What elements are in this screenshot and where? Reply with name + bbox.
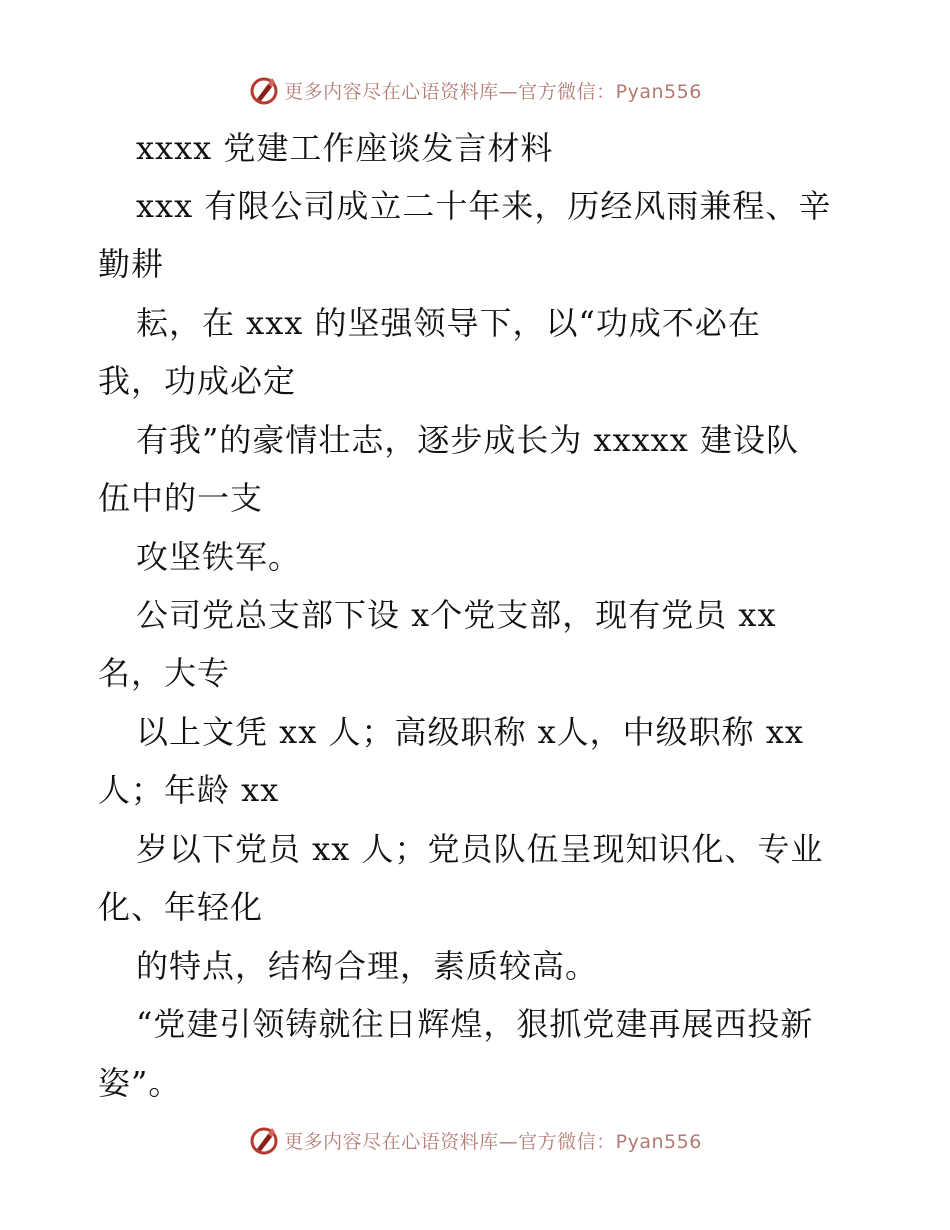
paragraph-line: 勤耕 [98, 245, 165, 283]
paragraph-line: xxx 有限公司成立二十年来，历经风雨兼程、辛 [136, 187, 832, 225]
document-title: xxxx 党建工作座谈发言材料 [136, 129, 554, 167]
paragraph-line: 名，大专 [98, 654, 231, 692]
paragraph-line: 化、年轻化 [98, 888, 264, 926]
paragraph-line: 姿”。 [98, 1064, 182, 1102]
header-banner [0, 70, 950, 110]
paragraph-line: 有我”的豪情壮志，逐步成长为 xxxxx 建设队 [136, 421, 799, 459]
header-banner-text: 更多内容尽在心语资料库—官方微信：Pyan556 [284, 80, 702, 103]
pen-circle-logo-icon [248, 1124, 280, 1156]
paragraph-line: 的特点，结构合理，素质较高。 [136, 947, 599, 985]
paragraph-line: 攻坚铁军。 [136, 538, 302, 576]
pen-circle-logo-icon [248, 74, 280, 106]
paragraph-line: 岁以下党员 xx 人；党员队伍呈现知识化、专业 [136, 830, 824, 868]
paragraph-line: 公司党总支部下设 x个党支部，现有党员 xx [136, 596, 777, 634]
footer-banner-text: 更多内容尽在心语资料库—官方微信：Pyan556 [284, 1130, 702, 1153]
paragraph-line: 我，功成必定 [98, 362, 297, 400]
paragraph-line: 人；年龄 xx [98, 771, 280, 809]
paragraph-line: 耘，在 xxx 的坚强领导下，以“功成不必在 [136, 304, 761, 342]
paragraph-line: 伍中的一支 [98, 479, 264, 517]
paragraph-line: “党建引领铸就往日辉煌，狠抓党建再展西投新 [136, 1005, 814, 1043]
footer-banner [0, 1120, 950, 1160]
paragraph-line: 以上文凭 xx 人；高级职称 x人，中级职称 xx [136, 713, 804, 751]
